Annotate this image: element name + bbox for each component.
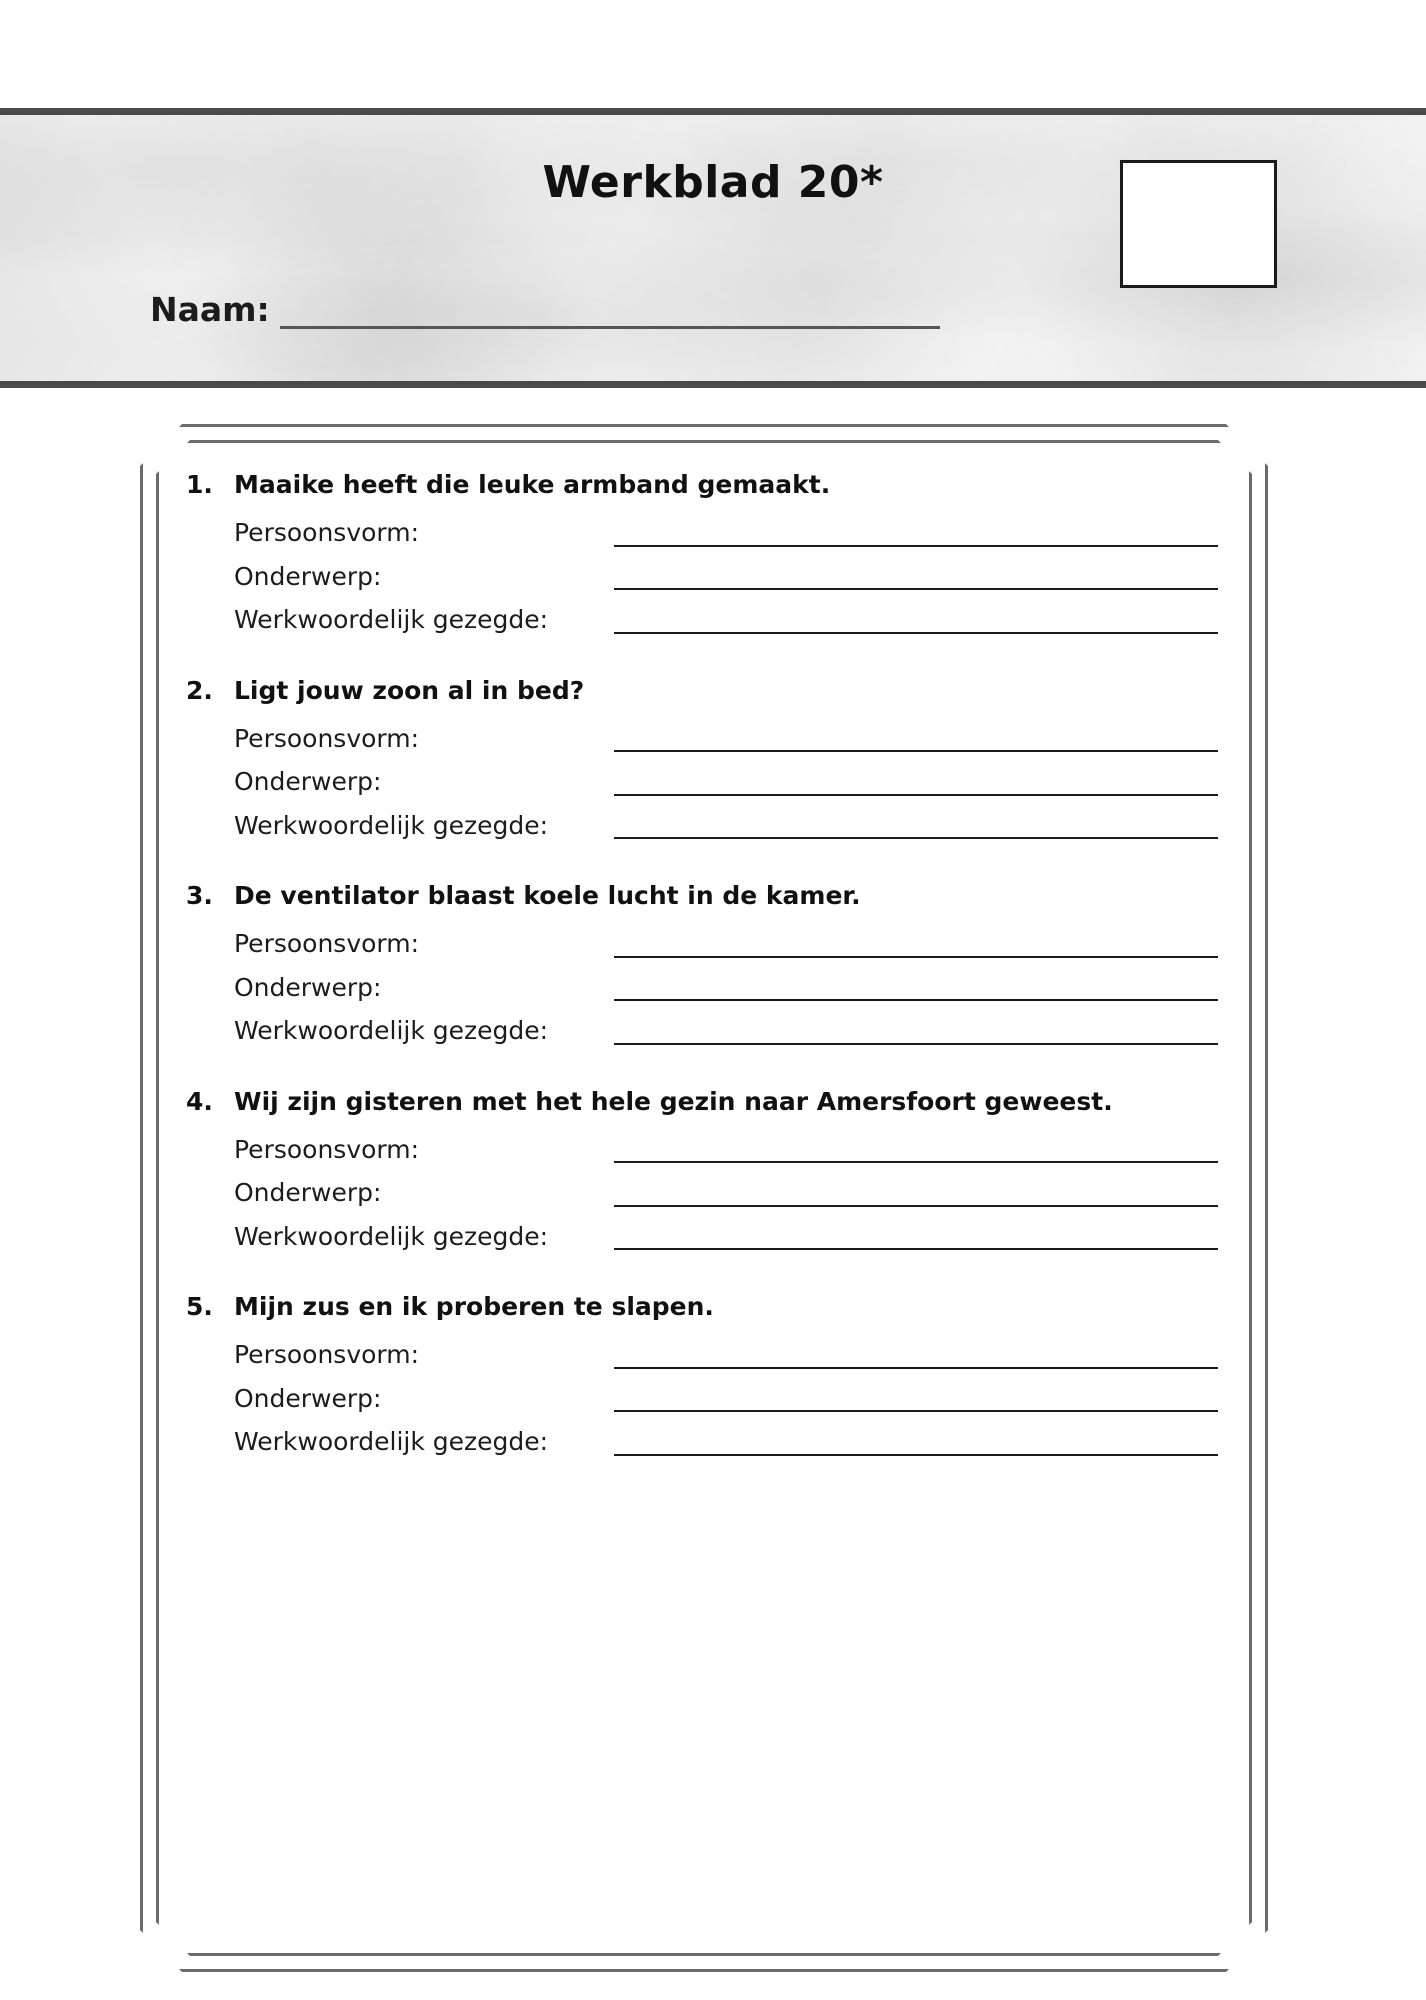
header-banner xyxy=(0,108,1426,388)
field-persoonsvorm xyxy=(234,725,1228,753)
exercise-heading xyxy=(186,676,1228,705)
answer-line-werkwoordelijk-gezegde[interactable] xyxy=(614,1023,1218,1045)
exercise-number: 1. xyxy=(186,470,213,499)
field-persoonsvorm xyxy=(234,930,1228,958)
answer-line-onderwerp[interactable] xyxy=(614,568,1218,590)
answer-line-onderwerp[interactable] xyxy=(614,1185,1218,1207)
exercise-number: 2. xyxy=(186,675,213,705)
field-label-werkwoordelijk-gezegde: Werkwoordelijk gezegde: xyxy=(234,1427,549,1456)
exercise-sentence: Maaike heeft die leuke armband gemaakt. xyxy=(234,470,831,499)
answer-line-werkwoordelijk-gezegde[interactable] xyxy=(614,612,1218,634)
exercise-heading xyxy=(186,1087,1228,1116)
exercise-list xyxy=(186,470,1228,1498)
answer-line-persoonsvorm[interactable] xyxy=(614,525,1218,547)
field-werkwoordelijk-gezegde xyxy=(234,1428,1228,1456)
field-label-werkwoordelijk-gezegde: Werkwoordelijk gezegde: xyxy=(234,810,549,840)
field-label-persoonsvorm: Persoonsvorm: xyxy=(234,1134,420,1164)
field-label-persoonsvorm: Persoonsvorm: xyxy=(234,1340,420,1369)
answer-line-onderwerp[interactable] xyxy=(614,1390,1218,1412)
exercise-sentence: Wij zijn gisteren met het hele gezin naar Amersfoort geweest. xyxy=(234,1086,1113,1116)
field-label-onderwerp: Onderwerp: xyxy=(234,767,382,796)
field-label-persoonsvorm: Persoonsvorm: xyxy=(234,518,420,547)
field-werkwoordelijk-gezegde xyxy=(234,606,1228,634)
field-label-werkwoordelijk-gezegde: Werkwoordelijk gezegde: xyxy=(234,1221,549,1251)
field-werkwoordelijk-gezegde xyxy=(234,1017,1228,1045)
answer-line-onderwerp[interactable] xyxy=(614,774,1218,796)
field-persoonsvorm xyxy=(234,519,1228,547)
field-persoonsvorm xyxy=(234,1136,1228,1164)
field-label-onderwerp: Onderwerp: xyxy=(234,972,382,1002)
answer-line-persoonsvorm[interactable] xyxy=(614,730,1218,752)
answer-line-persoonsvorm[interactable] xyxy=(614,936,1218,958)
list-item xyxy=(186,881,1228,1045)
page-title: Werkblad 20* xyxy=(542,157,884,208)
exercise-heading xyxy=(186,881,1228,910)
answer-line-onderwerp[interactable] xyxy=(614,979,1218,1001)
answer-line-werkwoordelijk-gezegde[interactable] xyxy=(614,817,1218,839)
name-input-line[interactable] xyxy=(280,292,940,329)
field-onderwerp xyxy=(234,1179,1228,1207)
list-item xyxy=(186,470,1228,634)
field-label-werkwoordelijk-gezegde: Werkwoordelijk gezegde: xyxy=(234,605,549,634)
exercise-number: 5. xyxy=(186,1292,213,1321)
exercise-number: 3. xyxy=(186,881,213,910)
answer-line-werkwoordelijk-gezegde[interactable] xyxy=(614,1228,1218,1250)
name-field-row xyxy=(150,290,940,329)
field-label-werkwoordelijk-gezegde: Werkwoordelijk gezegde: xyxy=(234,1016,549,1045)
name-label: Naam: xyxy=(150,290,270,329)
field-persoonsvorm xyxy=(234,1341,1228,1369)
field-label-persoonsvorm: Persoonsvorm: xyxy=(234,723,420,753)
field-label-onderwerp: Onderwerp: xyxy=(234,561,382,591)
list-item xyxy=(186,676,1228,840)
field-onderwerp xyxy=(234,768,1228,796)
answer-line-persoonsvorm[interactable] xyxy=(614,1141,1218,1163)
answer-line-persoonsvorm[interactable] xyxy=(614,1347,1218,1369)
field-label-persoonsvorm: Persoonsvorm: xyxy=(234,929,420,958)
field-werkwoordelijk-gezegde xyxy=(234,1223,1228,1251)
exercise-sentence: Ligt jouw zoon al in bed? xyxy=(234,675,585,705)
exercise-sentence: Mijn zus en ik proberen te slapen. xyxy=(234,1292,714,1321)
exercise-heading xyxy=(186,470,1228,499)
field-onderwerp xyxy=(234,1385,1228,1413)
exercise-heading xyxy=(186,1292,1228,1321)
score-box[interactable] xyxy=(1120,160,1277,288)
exercise-sentence: De ventilator blaast koele lucht in de kamer. xyxy=(234,881,861,910)
field-onderwerp xyxy=(234,974,1228,1002)
list-item xyxy=(186,1087,1228,1251)
field-label-onderwerp: Onderwerp: xyxy=(234,1178,382,1207)
list-item xyxy=(186,1292,1228,1456)
field-onderwerp xyxy=(234,563,1228,591)
answer-line-werkwoordelijk-gezegde[interactable] xyxy=(614,1434,1218,1456)
field-werkwoordelijk-gezegde xyxy=(234,812,1228,840)
field-label-onderwerp: Onderwerp: xyxy=(234,1383,382,1413)
exercise-number: 4. xyxy=(186,1086,213,1116)
